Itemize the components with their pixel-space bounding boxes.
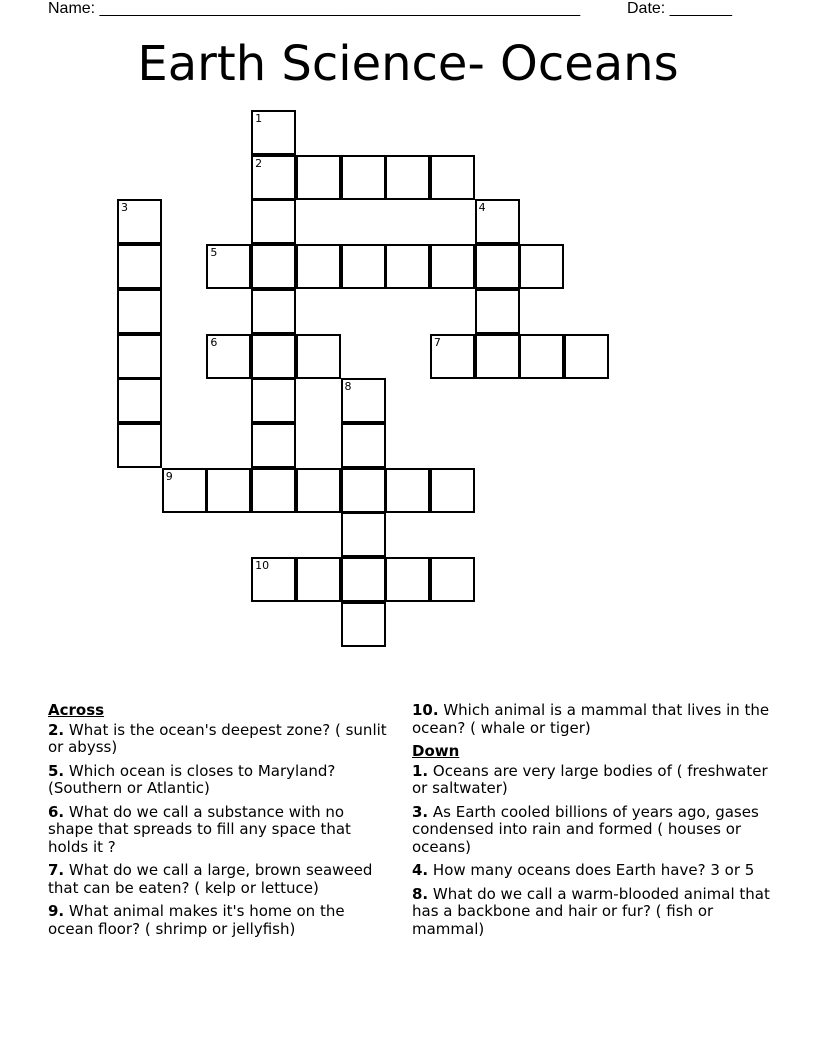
clue-number: 3. [412,802,429,821]
grid-cell[interactable] [206,244,251,289]
grid-cell[interactable] [251,423,296,468]
grid-cell[interactable] [341,602,386,647]
clue-text: What is the ocean's deepest zone? ( sunlit or abyss) [48,720,387,756]
clue-down-3 [412,804,772,857]
cell-number: 10 [255,559,270,572]
grid-cell[interactable] [430,557,475,602]
grid-cell[interactable] [206,334,251,379]
cell-number: 5 [210,246,218,260]
clue-text: What do we call a large, brown seaweed that can be eaten? ( kelp or lettuce) [48,861,373,897]
clue-number: 2. [48,720,65,739]
grid-cell[interactable] [385,155,430,200]
grid-cell[interactable] [341,155,386,200]
clue-across-2 [48,722,388,757]
cell-number: 8 [344,380,352,394]
clue-number: 1. [412,761,429,780]
clue-number: 7. [48,861,65,879]
grid-cell[interactable] [251,110,296,155]
clue-number: 8. [412,884,429,903]
grid-cell[interactable] [251,244,296,289]
grid-cell[interactable] [385,468,430,513]
clue-across-7 [48,862,388,897]
grid-cell[interactable] [117,423,162,468]
grid-cell[interactable] [430,155,475,200]
grid-cell[interactable] [296,334,341,379]
grid-cell[interactable] [519,334,564,379]
cell-number: 1 [255,112,263,125]
clue-text: What do we call a warm-blooded animal that has a backbone and hair or fur? ( fish or mammal) [412,884,770,938]
grid-cell[interactable] [341,512,386,557]
grid-cell[interactable] [564,334,609,379]
grid-cell[interactable] [296,468,341,513]
grid-cell[interactable] [296,244,341,289]
grid-cell[interactable] [251,199,296,244]
clue-text: Oceans are very large bodies of ( freshwater or saltwater) [412,761,768,797]
clue-number: 10. [412,701,439,719]
grid-cell[interactable] [296,155,341,200]
grid-cell[interactable] [341,423,386,468]
grid-cell[interactable] [341,244,386,289]
clue-across-9 [48,903,388,938]
grid-cell[interactable] [475,334,520,379]
cell-number: 7 [433,335,441,349]
clue-across-6 [48,804,388,857]
grid-cell[interactable] [117,289,162,334]
grid-cell[interactable] [251,557,296,602]
clue-text: What animal makes it's home on the ocean floor? ( shrimp or jellyfish) [48,902,345,938]
clue-number: 6. [48,802,65,821]
clue-number: 4. [412,861,429,879]
grid-cell[interactable] [296,557,341,602]
grid-cell[interactable] [206,468,251,513]
grid-cell[interactable] [341,557,386,602]
clue-text: How many oceans does Earth have? 3 or 5 [428,861,755,879]
grid-cell[interactable] [385,557,430,602]
grid-cell[interactable] [430,468,475,513]
grid-cell[interactable] [117,334,162,379]
clues-column-left [48,702,388,944]
grid-cell[interactable] [251,468,296,513]
grid-cell[interactable] [430,244,475,289]
clue-down-4 [412,862,772,880]
grid-cell[interactable] [475,199,520,244]
clue-text: As Earth cooled billions of years ago, gases condensed into rain and formed ( houses or oceans) [412,802,759,856]
clue-across-5 [48,763,388,798]
grid-cell[interactable] [251,289,296,334]
clue-number: 5. [48,761,65,780]
grid-cell[interactable] [117,199,162,244]
grid-cell[interactable] [117,378,162,423]
clue-down-1 [412,763,772,798]
cell-number: 9 [165,469,173,483]
grid-cell[interactable] [385,244,430,289]
clue-text: Which ocean is closes to Maryland? (Southern or Atlantic) [48,761,336,797]
grid-cell[interactable] [475,289,520,334]
grid-cell[interactable] [341,468,386,513]
grid-cell[interactable] [430,334,475,379]
across-heading: Across [48,701,105,719]
clue-down-8 [412,886,772,939]
clue-text: What do we call a substance with no shape that spreads to fill any space that holds it ? [48,802,351,856]
clues-column-right [412,702,772,944]
grid-cell[interactable] [519,244,564,289]
grid-cell[interactable] [341,378,386,423]
grid-cell[interactable] [251,378,296,423]
grid-cell[interactable] [251,334,296,379]
clue-number: 9. [48,902,65,920]
date-field-line: Date: _______ [627,0,732,17]
grid-cell[interactable] [251,155,296,200]
grid-cell[interactable] [117,244,162,289]
grid-cell[interactable] [475,244,520,289]
cell-number: 4 [478,201,486,215]
clue-across-10 [412,702,772,737]
cell-number: 3 [121,201,128,215]
page-title: Earth Science- Oceans [137,36,679,92]
down-heading: Down [412,742,460,760]
grid-cell[interactable] [162,468,207,513]
clue-text: Which animal is a mammal that lives in the ocean? ( whale or tiger) [412,701,770,737]
cell-number: 2 [255,156,263,170]
cell-number: 6 [210,335,218,349]
name-field-line: Name: ______________________________________________________ [48,0,581,17]
